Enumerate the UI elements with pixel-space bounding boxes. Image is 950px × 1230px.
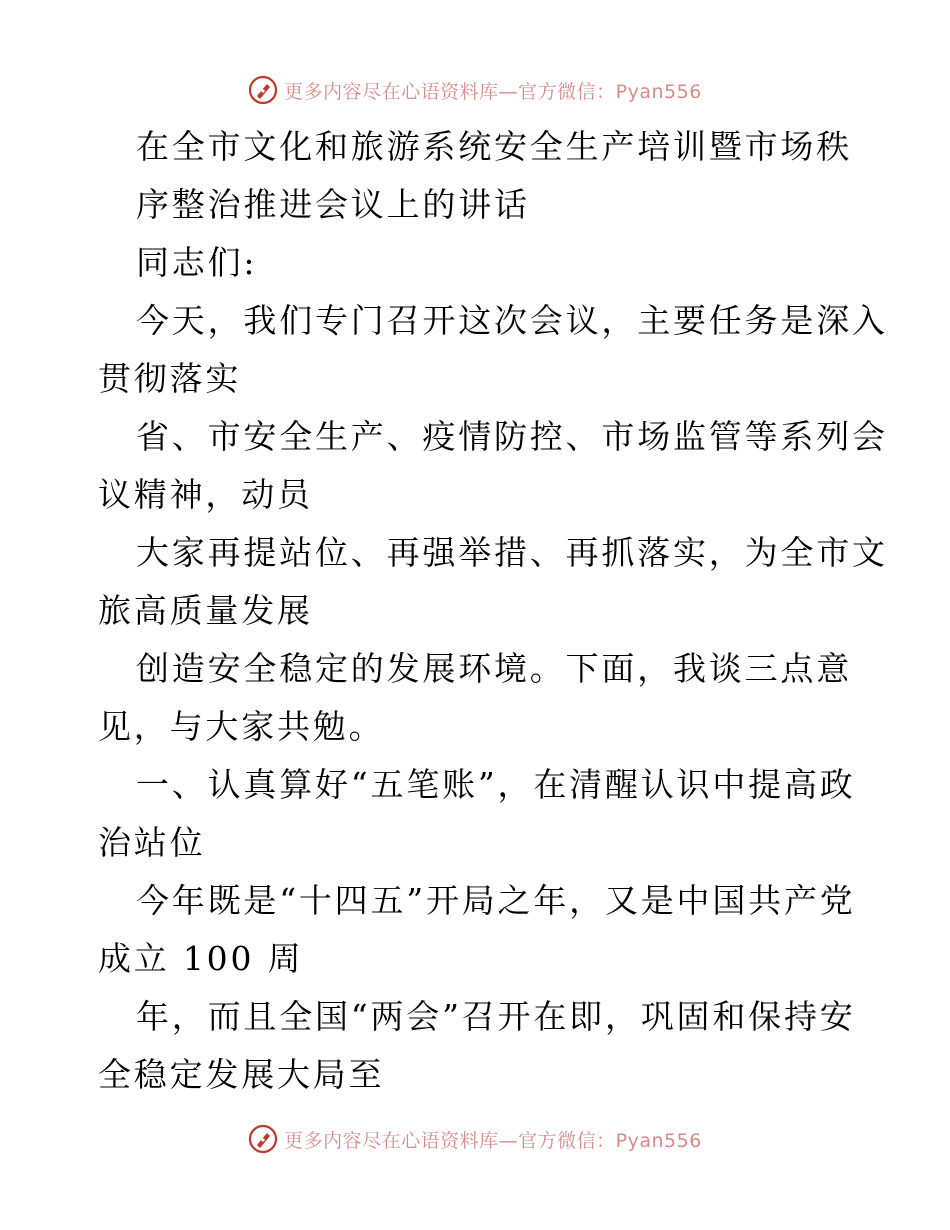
text-line: 序整治推进会议上的讲话	[136, 185, 530, 224]
text-line: 省、市安全生产、疫情防控、市场监管等系列会	[136, 417, 888, 456]
text-line: 全稳定发展大局至	[98, 1055, 385, 1094]
text-line: 在全市文化和旅游系统安全生产培训暨市场秩	[136, 127, 852, 166]
text-line: 今天，我们专门召开这次会议，主要任务是深入	[136, 301, 888, 340]
text-line: 旅高质量发展	[98, 591, 313, 630]
pen-nib-icon	[248, 1124, 278, 1154]
text-line: 同志们:	[136, 243, 258, 282]
pen-nib-icon	[248, 75, 278, 105]
text-line: 成立 100 周	[98, 939, 304, 978]
header-watermark	[0, 70, 950, 110]
text-line: 大家再提站位、再强举措、再抓落实，为全市文	[136, 533, 888, 572]
text-line: 贯彻落实	[98, 359, 242, 398]
footer-watermark	[0, 1119, 950, 1159]
watermark-text: 更多内容尽在心语资料库—官方微信：Pyan556	[284, 1129, 702, 1152]
watermark-text: 更多内容尽在心语资料库—官方微信：Pyan556	[284, 80, 702, 103]
text-line: 年，而且全国“两会”召开在即，巩固和保持安	[136, 997, 856, 1036]
text-line: 见，与大家共勉。	[98, 707, 385, 746]
text-line: 一、认真算好“五笔账”，在清醒认识中提高政	[136, 765, 856, 804]
text-line: 议精神，动员	[98, 475, 313, 514]
text-line: 创造安全稳定的发展环境。下面，我谈三点意	[136, 649, 852, 688]
document-body	[98, 118, 888, 1104]
text-line: 今年既是“十四五”开局之年，又是中国共产党	[136, 881, 856, 920]
text-line: 治站位	[98, 823, 206, 862]
